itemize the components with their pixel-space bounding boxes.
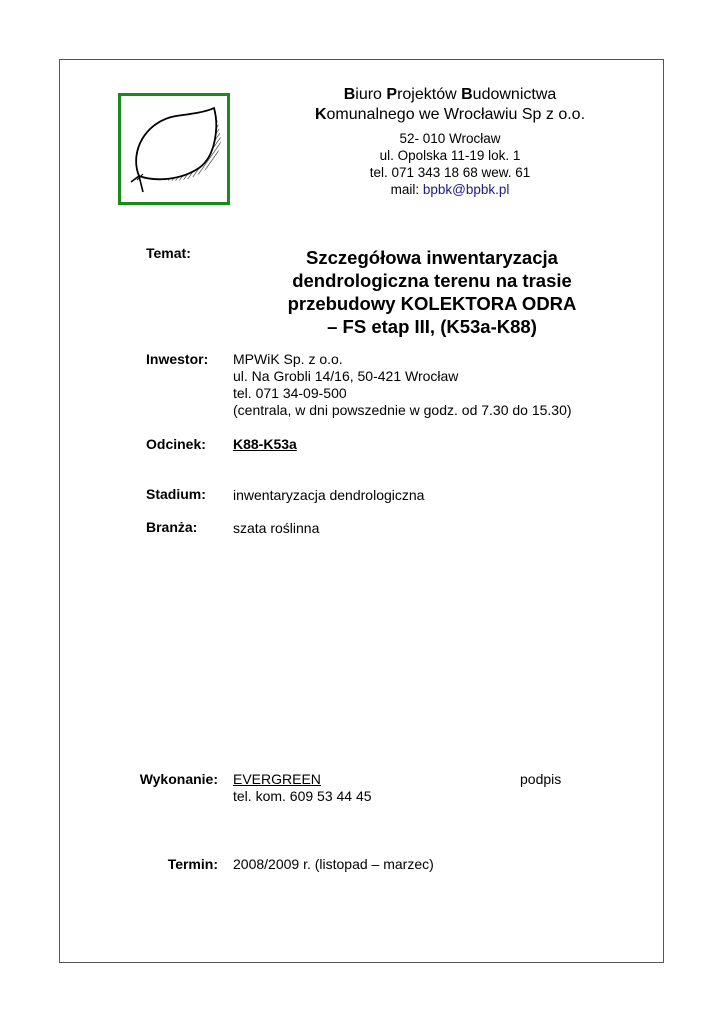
title-line: przebudowy KOLEKTORA ODRA bbox=[287, 293, 577, 314]
company-header bbox=[280, 85, 620, 198]
company-phone: tel. 071 343 18 68 wew. 61 bbox=[369, 165, 531, 180]
company-mail bbox=[280, 181, 620, 198]
stadium-value: inwentaryzacja dendrologiczna bbox=[233, 487, 425, 503]
company-street: ul. Opolska 11-19 lok. 1 bbox=[379, 148, 521, 163]
contractor-phone: tel. kom. 609 53 44 45 bbox=[233, 788, 372, 804]
branza-label: Branża: bbox=[146, 519, 198, 535]
temat-label: Temat: bbox=[146, 245, 191, 261]
signature-label: podpis bbox=[520, 771, 562, 787]
company-name-line1: Biuro Projektów Budownictwa bbox=[343, 86, 557, 103]
wykonanie-label: Wykonanie: bbox=[139, 771, 218, 787]
inwestor-line: MPWiK Sp. z o.o. bbox=[233, 351, 343, 367]
inwestor-line: tel. 071 34-09-500 bbox=[233, 385, 347, 401]
company-postal: 52- 010 Wrocław bbox=[399, 131, 501, 146]
inwestor-details bbox=[233, 351, 572, 419]
odcinek-value: K88-K53a bbox=[233, 436, 297, 452]
mail-label: mail: bbox=[390, 182, 420, 197]
termin-value: 2008/2009 r. (listopad – marzec) bbox=[233, 856, 434, 872]
contractor-name: EVERGREEN bbox=[233, 771, 321, 787]
company-email-link[interactable]: bpbk@bpbk.pl bbox=[422, 182, 510, 197]
stadium-label: Stadium: bbox=[146, 486, 206, 502]
title-line: dendrologiczna terenu na trasie bbox=[292, 270, 572, 291]
inwestor-label: Inwestor: bbox=[146, 351, 209, 367]
branza-value: szata roślinna bbox=[233, 520, 320, 536]
wykonanie-details bbox=[233, 771, 372, 805]
title-line: Szczegółowa inwentaryzacja bbox=[306, 247, 558, 268]
company-logo bbox=[118, 93, 230, 205]
inwestor-line: (centrala, w dni powszednie w godz. od 7.30 do 15.30) bbox=[233, 402, 572, 418]
document-title bbox=[262, 246, 602, 338]
company-name-line2: Komunalnego we Wrocławiu Sp z o.o. bbox=[314, 106, 586, 123]
inwestor-line: ul. Na Grobli 14/16, 50-421 Wrocław bbox=[233, 368, 459, 384]
odcinek-label: Odcinek: bbox=[146, 436, 206, 452]
termin-label: Termin: bbox=[167, 856, 218, 872]
leaf-icon bbox=[121, 96, 227, 202]
title-line: – FS etap III, (K53a-K88) bbox=[327, 316, 537, 337]
